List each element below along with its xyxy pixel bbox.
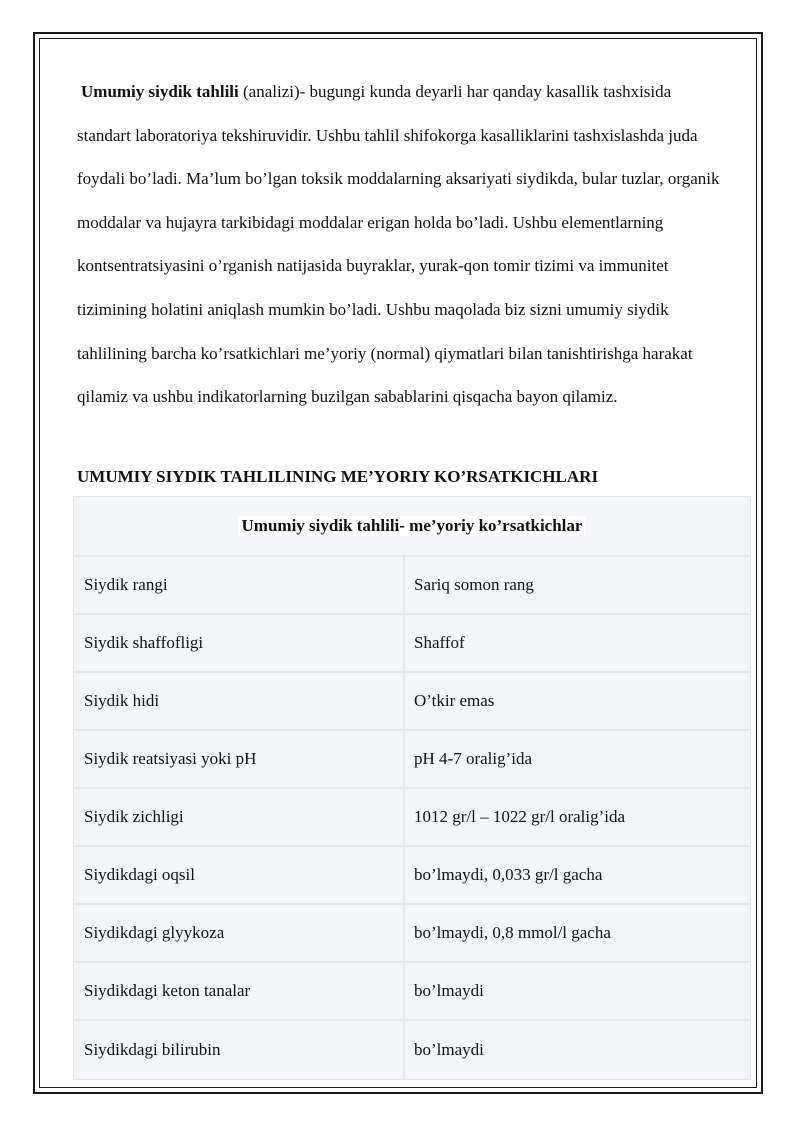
- value-cell: Shaffof: [414, 633, 465, 652]
- intro-paragraph: [77, 70, 727, 419]
- document-body: [77, 70, 727, 486]
- table-row: [74, 673, 750, 731]
- param-cell: Siydik hidi: [74, 673, 405, 729]
- value-cell: pH 4-7 oralig’ida: [414, 749, 533, 768]
- table-row: [74, 905, 750, 963]
- param-cell: Siydik zichligi: [74, 789, 405, 845]
- value-cell: O’tkir emas: [414, 691, 495, 710]
- param-cell: Siydik shaffofligi: [74, 615, 405, 671]
- table-row: [74, 731, 750, 789]
- table-title-text: Umumiy siydik tahlili- me’yoriy ko’rsatkichlar: [238, 516, 587, 536]
- table-row: [74, 963, 750, 1021]
- param-cell: Siydik rangi: [74, 557, 405, 613]
- table-row: [74, 615, 750, 673]
- table-rows: [74, 557, 750, 1079]
- param-cell: Siydikdagi oqsil: [74, 847, 405, 903]
- table-row: [74, 789, 750, 847]
- intro-lead-term: Umumiy siydik tahlili: [81, 82, 239, 101]
- value-cell: bo’lmaydi, 0,033 gr/l gacha: [414, 865, 603, 884]
- norms-table: [73, 496, 751, 1080]
- param-cell: Siydikdagi keton tanalar: [74, 963, 405, 1019]
- table-row: [74, 1021, 750, 1079]
- value-cell: 1012 gr/l – 1022 gr/l oralig’ida: [414, 807, 626, 826]
- value-cell: bo’lmaydi: [414, 1040, 484, 1059]
- value-cell: bo’lmaydi, 0,8 mmol/l gacha: [414, 923, 611, 942]
- section-heading: UMUMIY SIYDIK TAHLILINING ME’YORIY KO’RSATKICHLARI: [77, 467, 599, 486]
- param-cell: Siydik reatsiyasi yoki pH: [74, 731, 405, 787]
- table-row: [74, 557, 750, 615]
- value-cell: Sariq somon rang: [414, 575, 534, 594]
- intro-text: (analizi)- bugungi kunda deyarli har qanday kasallik tashxisida standart laboratoriya tekshiruvidir. Ushbu tahlil shifokorga kasalliklarini tashxislashda juda foydali bo’ladi. Ma’lum bo’lgan toksik moddalarning aksariyati siydikda, bular tuzlar, organik moddalar va hujayra tarkibidagi moddalar erigan holda bo’ladi. Ushbu elementlarning kontsentratsiyasini o’rganish natijasida buyraklar, yurak-qon tomir tizimi va immunitet tizimining holatini aniqlash mumkin bo’ladi. Ushbu maqolada biz sizni umumiy siydik tahlilining barcha ko’rsatkichlari me’yoriy (normal) qiymatlari bilan tanishtirishga harakat qilamiz va ushbu indikatorlarning buzilgan sabablarini qisqacha bayon qilamiz.: [77, 82, 720, 407]
- table-title: [74, 497, 750, 557]
- table-row: [74, 847, 750, 905]
- param-cell: Siydikdagi glyykoza: [74, 905, 405, 961]
- value-cell: bo’lmaydi: [414, 981, 484, 1000]
- param-cell: Siydikdagi bilirubin: [74, 1021, 405, 1079]
